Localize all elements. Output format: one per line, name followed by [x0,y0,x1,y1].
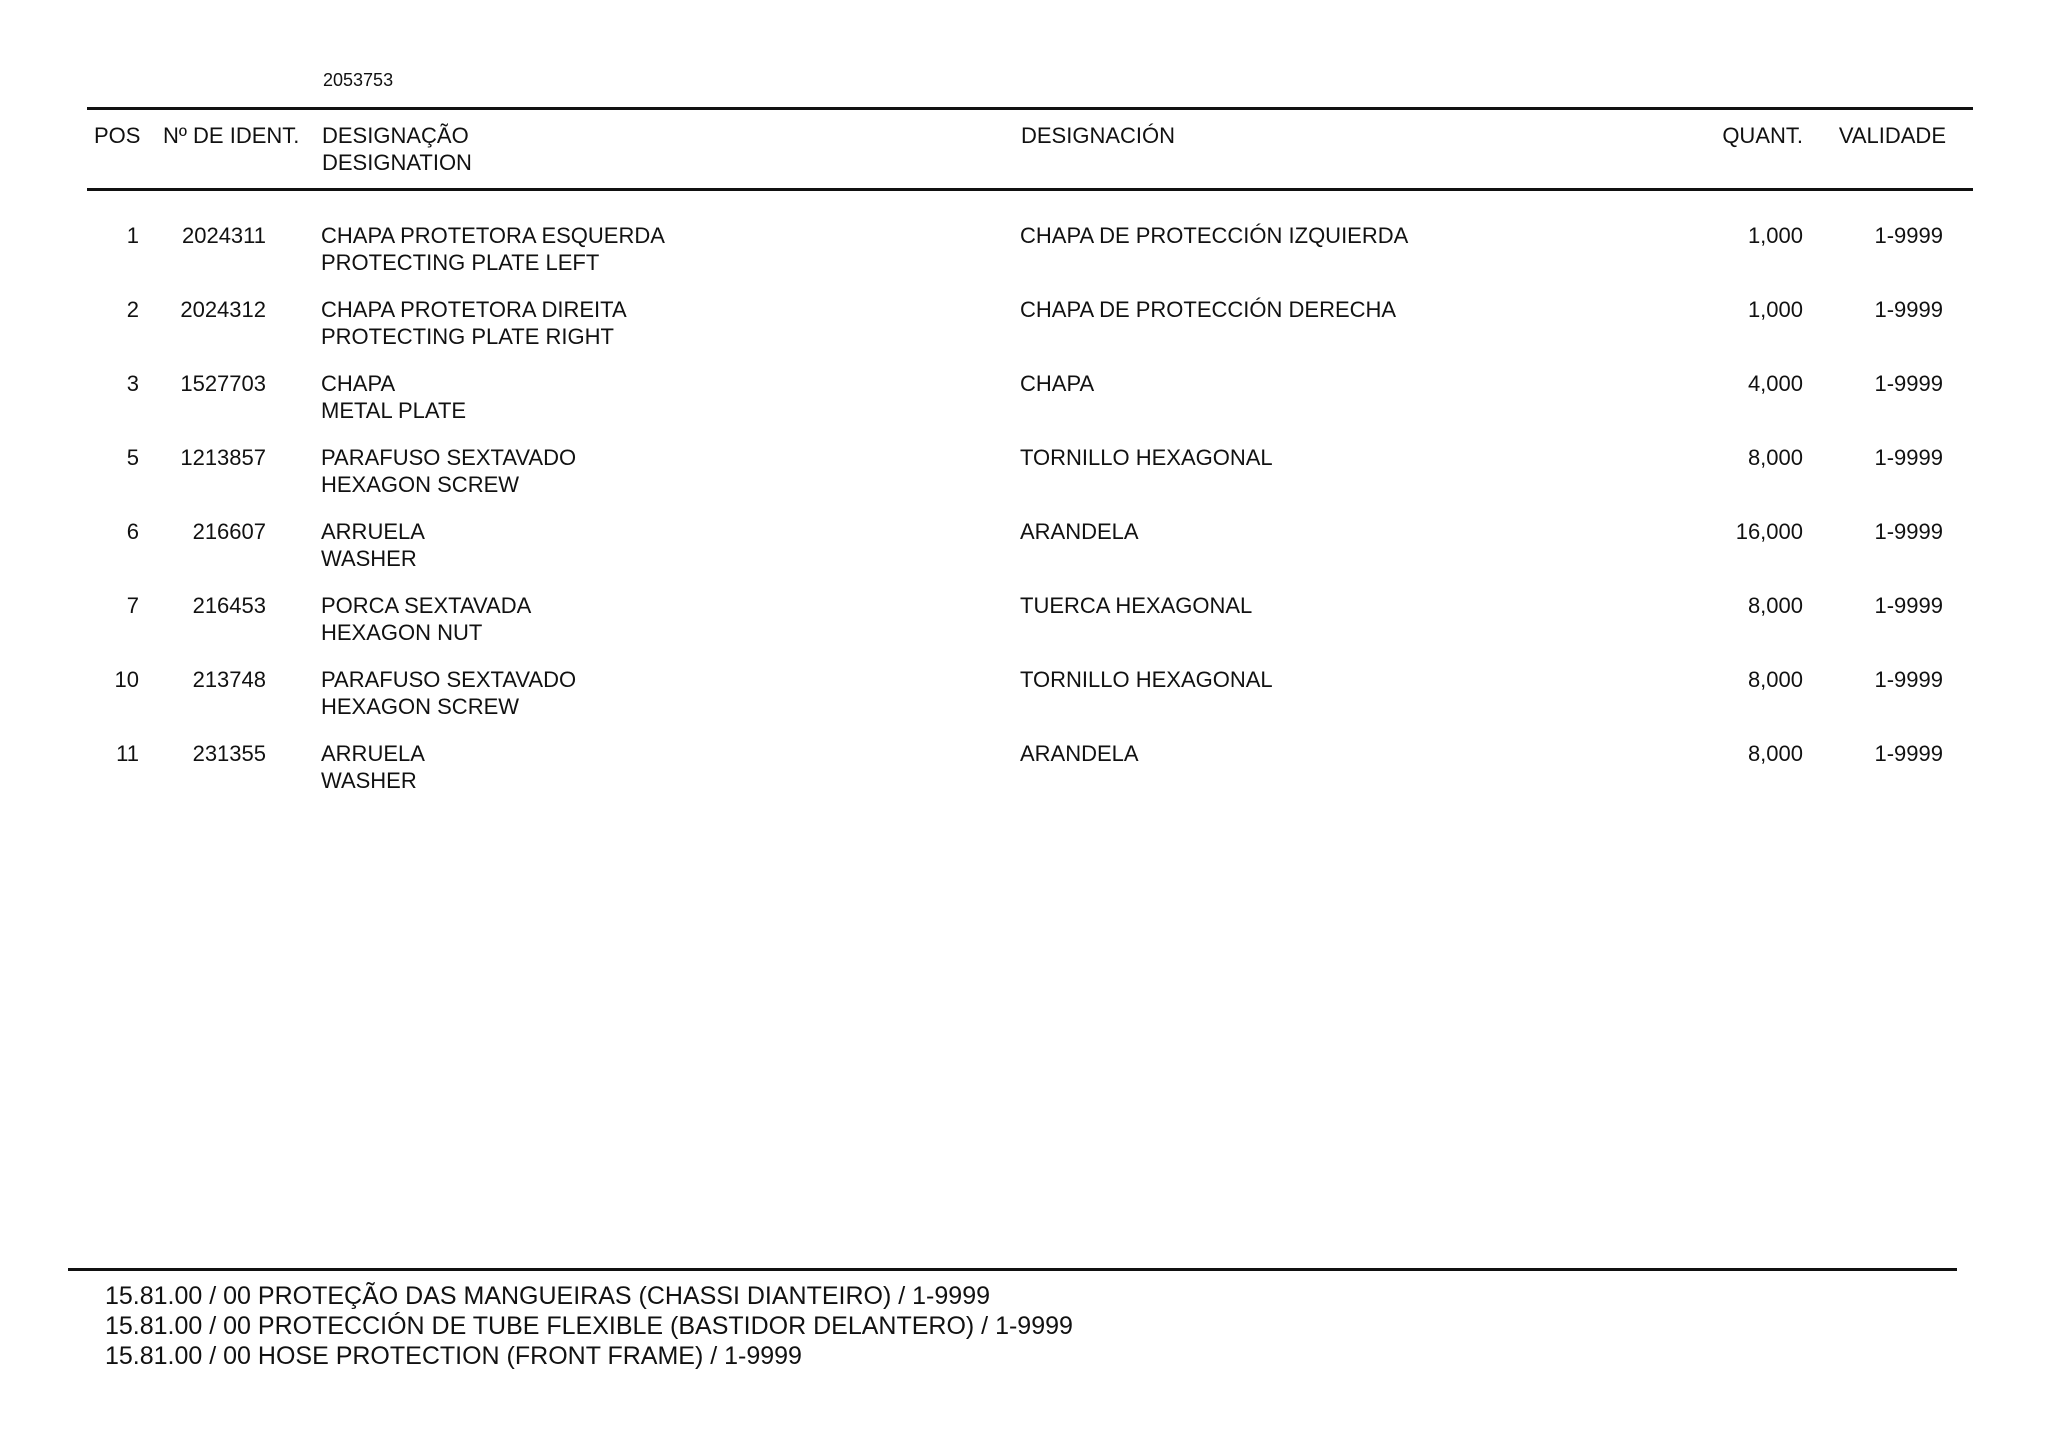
row-designation [321,592,531,646]
footer [105,1281,1073,1371]
row-quantity: 1,000 [1747,297,1803,322]
row-pos: 2 [126,297,139,322]
table-row [0,518,2048,592]
table-row [0,370,2048,444]
row-validity: 1-9999 [1874,593,1943,618]
row-designation-es: TUERCA HEXAGONAL [1020,593,1253,618]
table-row [0,444,2048,518]
footer-rule [68,1268,1957,1271]
row-pos: 6 [126,519,139,544]
row-designation-en: METAL PLATE [321,398,467,423]
table-row [0,296,2048,370]
table-row [0,222,2048,296]
row-designation [321,444,576,498]
row-designation-es: ARANDELA [1020,741,1139,766]
row-validity: 1-9999 [1874,297,1943,322]
row-ident: 231355 [192,741,266,766]
row-designation-pt: PARAFUSO SEXTAVADO [321,667,577,692]
table-row [0,740,2048,814]
header-designation-pt: DESIGNAÇÃO [322,123,469,148]
row-ident: 216607 [192,519,266,544]
header-pos: POS [94,123,141,148]
row-validity: 1-9999 [1874,223,1943,248]
header-ident: Nº DE IDENT. [163,123,300,148]
header-designation-es: DESIGNACIÓN [1021,123,1176,148]
table-row [0,666,2048,740]
row-pos: 5 [126,445,139,470]
row-designation-es: CHAPA DE PROTECCIÓN IZQUIERDA [1020,223,1409,248]
row-designation-en: PROTECTING PLATE LEFT [321,250,600,275]
row-quantity: 8,000 [1747,667,1803,692]
row-designation-en: HEXAGON SCREW [321,694,520,719]
header-designation [322,122,472,176]
row-designation [321,740,425,794]
row-designation-en: WASHER [321,546,417,571]
row-quantity: 8,000 [1747,593,1803,618]
row-quantity: 1,000 [1747,223,1803,248]
footer-line-en: 15.81.00 / 00 HOSE PROTECTION (FRONT FRAME) / 1-9999 [105,1342,802,1370]
table-row [0,592,2048,666]
header-top-rule [87,107,1973,110]
row-ident: 213748 [192,667,266,692]
row-designation-pt: ARRUELA [321,741,425,766]
parts-table [0,222,2048,814]
row-pos: 11 [116,741,139,766]
row-designation-es: ARANDELA [1020,519,1139,544]
row-pos: 1 [126,223,139,248]
row-designation [321,222,665,276]
row-designation-pt: CHAPA PROTETORA DIREITA [321,297,627,322]
row-quantity: 4,000 [1747,371,1803,396]
row-quantity: 8,000 [1747,445,1803,470]
row-validity: 1-9999 [1874,371,1943,396]
row-pos: 10 [114,667,139,692]
row-ident: 1527703 [180,371,266,396]
row-quantity: 8,000 [1747,741,1803,766]
row-designation-en: HEXAGON NUT [321,620,483,645]
header-validity: VALIDADE [1838,123,1946,148]
row-designation-pt: PARAFUSO SEXTAVADO [321,445,577,470]
row-designation [321,518,425,572]
row-designation-pt: ARRUELA [321,519,425,544]
row-designation-en: PROTECTING PLATE RIGHT [321,324,614,349]
row-ident: 1213857 [180,445,266,470]
row-ident: 216453 [192,593,266,618]
row-designation [321,666,576,720]
header-designation-en: DESIGNATION [322,150,472,175]
row-quantity: 16,000 [1735,519,1803,544]
row-designation-pt: PORCA SEXTAVADA [321,593,532,618]
row-designation-es: TORNILLO HEXAGONAL [1020,667,1273,692]
row-designation-pt: CHAPA PROTETORA ESQUERDA [321,223,665,248]
row-ident: 2024311 [181,223,266,248]
row-validity: 1-9999 [1874,519,1943,544]
footer-line-pt: 15.81.00 / 00 PROTEÇÃO DAS MANGUEIRAS (CHASSI DIANTEIRO) / 1-9999 [105,1282,990,1310]
row-pos: 3 [126,371,139,396]
row-designation-en: WASHER [321,768,417,793]
row-validity: 1-9999 [1874,741,1943,766]
row-designation-en: HEXAGON SCREW [321,472,520,497]
row-designation-es: TORNILLO HEXAGONAL [1020,445,1273,470]
header-quantity: QUANT. [1722,123,1803,148]
row-designation-es: CHAPA [1020,371,1095,396]
header-bottom-rule [87,188,1973,191]
footer-line-es: 15.81.00 / 00 PROTECCIÓN DE TUBE FLEXIBLE (BASTIDOR DELANTERO) / 1-9999 [105,1312,1073,1340]
row-validity: 1-9999 [1874,445,1943,470]
row-designation [321,296,627,350]
row-designation-es: CHAPA DE PROTECCIÓN DERECHA [1020,297,1397,322]
row-pos: 7 [126,593,139,618]
row-designation-pt: CHAPA [321,371,396,396]
row-designation [321,370,466,424]
row-validity: 1-9999 [1874,667,1943,692]
row-ident: 2024312 [180,297,266,322]
document-number: 2053753 [323,70,394,90]
